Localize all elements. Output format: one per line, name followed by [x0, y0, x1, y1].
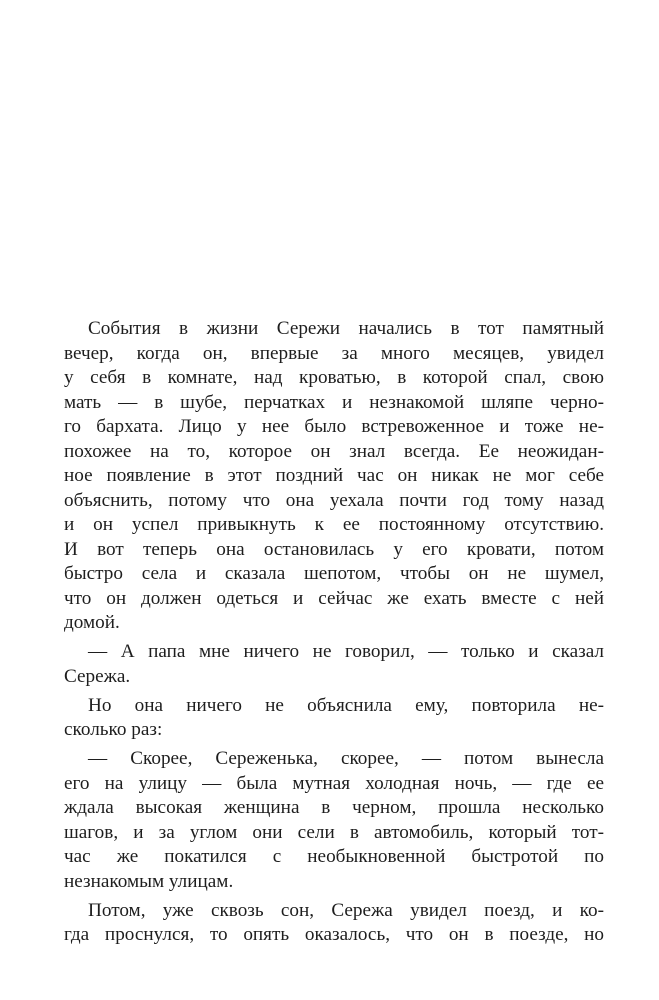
- text-line: го бархата. Лицо у нее было встревоженное и тоже не-: [64, 416, 604, 437]
- text-line: — А папа мне ничего не говорил, — только и сказал: [88, 641, 604, 662]
- text-line: ждала высокая женщина в черном, прошла несколько: [64, 797, 604, 818]
- text-line: незнакомым улицам.: [64, 870, 234, 892]
- text-line: гда проснулся, то опять оказалось, что он в поезде, но: [64, 924, 604, 945]
- text-line: Но она ничего не объяснила ему, повторила не-: [88, 694, 604, 716]
- text-line: что он должен одеться и сейчас же ехать вместе с ней: [64, 587, 604, 609]
- text-line: домой.: [64, 612, 120, 633]
- text-line: объяснить, потому что она уехала почти год тому назад: [64, 489, 604, 511]
- text-line: похожее на то, которое он знал всегда. Ее неожидан-: [64, 440, 604, 462]
- text-line: у себя в комнате, над кроватью, в которой спал, свою: [64, 367, 604, 388]
- text-line: И вот теперь она остановилась у его кровати, потом: [64, 538, 604, 560]
- paragraph: [64, 747, 604, 894]
- text-line: шагов, и за углом они сели в автомобиль, который тот-: [64, 821, 604, 843]
- text-line: Сережа.: [64, 665, 131, 687]
- paragraph: [64, 317, 604, 636]
- text-line: Потом, уже сквозь сон, Сережа увидел поезд, и ко-: [88, 899, 604, 921]
- paragraph: [64, 694, 604, 743]
- body-text: [64, 317, 604, 948]
- text-line: События в жизни Сережи начались в тот памятный: [88, 318, 604, 339]
- text-line: — Скорее, Сереженька, скорее, — потом вынесла: [88, 748, 604, 769]
- text-line: быстро села и сказала шепотом, чтобы он не шумел,: [64, 563, 604, 584]
- text-line: ное появление в этот поздний час он никак не мог себе: [64, 465, 604, 486]
- text-line: час же покатился с необыкновенной быстротой по: [64, 846, 604, 867]
- text-line: его на улицу — была мутная холодная ночь, — где ее: [64, 772, 604, 794]
- paragraph: [64, 899, 604, 948]
- text-line: и он успел привыкнуть к ее постоянному отсутствию.: [64, 514, 604, 535]
- text-line: вечер, когда он, впервые за много месяцев, увидел: [64, 342, 604, 364]
- text-line: мать — в шубе, перчатках и незнакомой шляпе черно-: [64, 391, 604, 413]
- text-line: сколько раз:: [64, 719, 163, 740]
- paragraph: [64, 640, 604, 689]
